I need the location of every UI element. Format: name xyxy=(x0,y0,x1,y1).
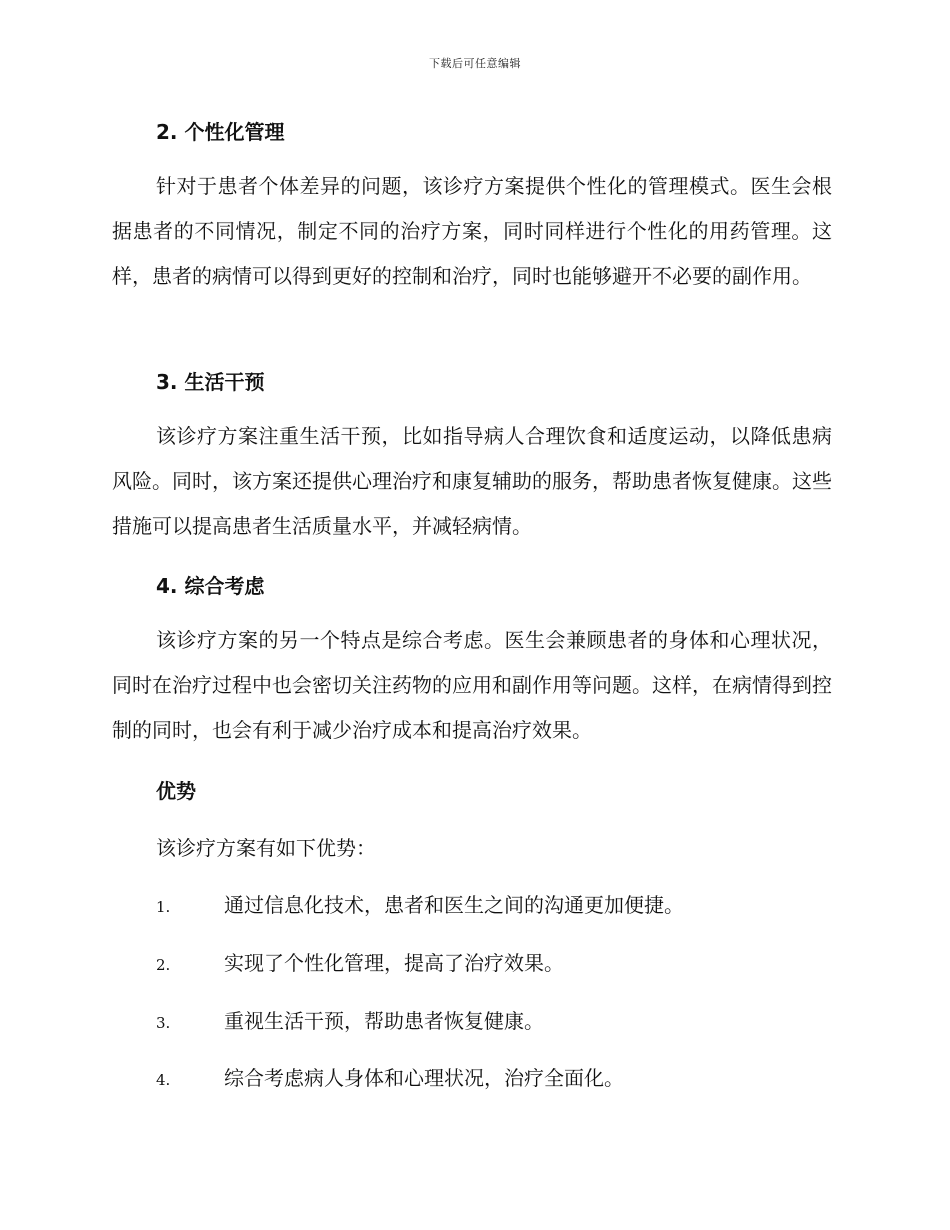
section-heading-personalized: 2. 个性化管理 xyxy=(156,120,285,144)
list-item-number: 3. xyxy=(156,1014,171,1032)
list-item-number: 1. xyxy=(156,898,171,916)
section-heading-lifestyle: 3. 生活干预 xyxy=(156,370,265,394)
advantage-list-item xyxy=(156,947,564,976)
advantages-intro: 该诊疗方案有如下优势： xyxy=(156,836,376,860)
list-item-text: 重视生活干预，帮助患者恢复健康。 xyxy=(224,1009,544,1033)
list-item-number: 4. xyxy=(156,1071,171,1089)
advantage-list-item xyxy=(156,1005,544,1034)
section-heading-comprehensive: 4. 综合考虑 xyxy=(156,574,265,598)
advantage-list-item xyxy=(156,889,684,918)
section-body-personalized: 针对于患者个体差异的问题，该诊疗方案提供个性化的管理模式。医生会根据患者的不同情况，制定不同的治疗方案，同时同样进行个性化的用药管理。这样，患者的病情可以得到更好的控制和治疗，同时也能够避开不必要的副作用。 xyxy=(112,174,832,288)
list-item-number: 2. xyxy=(156,956,171,974)
section-body-lifestyle: 该诊疗方案注重生活干预，比如指导病人合理饮食和适度运动，以降低患病风险。同时，该方案还提供心理治疗和康复辅助的服务，帮助患者恢复健康。这些措施可以提高患者生活质量水平，并减轻病情。 xyxy=(112,424,832,538)
page-header-note: 下载后可任意编辑 xyxy=(429,57,521,70)
list-item-text: 实现了个性化管理，提高了治疗效果。 xyxy=(224,951,564,975)
list-item-text: 综合考虑病人身体和心理状况，治疗全面化。 xyxy=(224,1066,624,1090)
advantages-heading: 优势 xyxy=(156,779,196,803)
list-item-text: 通过信息化技术，患者和医生之间的沟通更加便捷。 xyxy=(224,893,684,917)
advantage-list-item xyxy=(156,1062,624,1091)
section-body-comprehensive: 该诊疗方案的另一个特点是综合考虑。医生会兼顾患者的身体和心理状况，同时在治疗过程中也会密切关注药物的应用和副作用等问题。这样，在病情得到控制的同时，也会有利于减少治疗成本和提高治疗效果。 xyxy=(112,628,832,742)
